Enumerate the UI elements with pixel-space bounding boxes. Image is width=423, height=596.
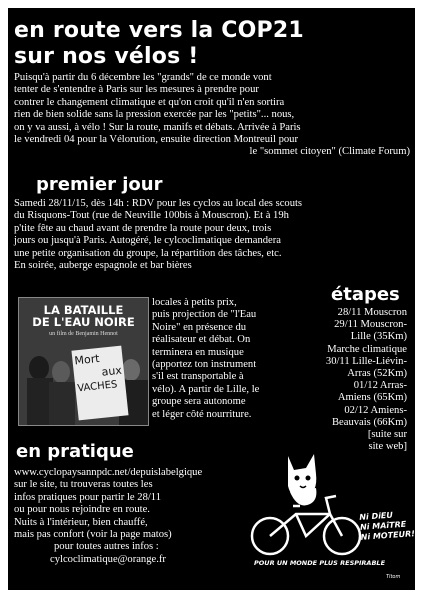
title-line-1: en route vers la COP21: [14, 18, 304, 43]
premier-jour-narrow-line: puis projection de "l'Eau: [152, 309, 257, 321]
en-pratique-heading: en pratique: [16, 441, 134, 462]
etape-line: [suite sur: [367, 429, 407, 441]
intro-line: contrer le changement climatique et qu'on croit qu'il n'en sortira: [14, 96, 285, 108]
etape-line: 02/12 Amiens-: [344, 404, 407, 416]
etape-line: Amiens (65Km): [337, 392, 407, 404]
flyer: [8, 8, 415, 590]
intro-line: on y va aussi, à vélo ! Sur la route, manifs et débats. Arrivée à Paris: [14, 121, 301, 133]
intro-line: tenter de s'entendre à Paris sur les mesures à prendre pour: [14, 84, 259, 96]
etape-line: 28/11 Mouscron: [337, 307, 407, 318]
pratique-line: sur le site, tu trouveras toutes les: [14, 479, 153, 491]
etape-line: Marche climatique: [327, 343, 407, 355]
credo-text: [359, 509, 415, 543]
etape-line: site web]: [368, 441, 407, 453]
cat-on-bicycle-icon: [248, 448, 368, 558]
premier-jour-line: p'tite fête au chaud avant de prendre la route pour deux, trois: [14, 222, 272, 234]
pratique-line: infos pratiques pour partir le 28/11: [14, 491, 162, 503]
pratique-email-link[interactable]: cylcoclimatique@orange.fr: [50, 553, 166, 565]
etape-line: Arras (52Km): [347, 368, 407, 380]
pratique-line: ou pour nous rejoindre en route.: [14, 504, 150, 516]
premier-jour-narrow-line: locales à petits prix,: [152, 297, 237, 308]
premier-jour-narrow-line: Noire" en présence du: [152, 321, 247, 333]
artist-signature: Titom: [386, 574, 401, 580]
sign-line-1: Mort: [73, 351, 101, 368]
etape-line: 29/11 Mouscron-: [334, 319, 407, 331]
poster-title-line-1: LA BATAILLE: [43, 303, 124, 317]
premier-jour-line: du Risquons-Tout (rue de Neuville 100bis à Mouscron). Et à 19h: [14, 210, 289, 222]
poster-credit: un film de Benjamin Hennot: [49, 331, 118, 337]
premier-jour-heading: premier jour: [36, 174, 163, 195]
intro-line: le vendredi 04 pour la Vélorution, ensuite direction Montreuil pour: [14, 134, 299, 146]
pratique-line: mais pas confort (voir la page matos): [14, 529, 172, 541]
premier-jour-paragraph: [14, 198, 410, 272]
etape-line: 30/11 Lille-Liévin-: [325, 355, 407, 367]
etapes-heading: étapes: [331, 284, 400, 305]
premier-jour-line: En soirée, auberge espagnole et bar bières: [14, 260, 192, 272]
credo-line-3: Ni MOTEUR!: [360, 529, 415, 542]
premier-jour-narrow-line: réalisateur et débat. On: [152, 334, 251, 346]
intro-paragraph: [14, 72, 410, 159]
flyer-title: [14, 18, 409, 70]
premier-jour-line: jours ou jusqu'à Paris. Autogéré, le cylcoclimatique demandera: [14, 235, 281, 247]
premier-jour-narrow-line: s'il est transportable à: [152, 371, 244, 383]
etapes-list: [304, 307, 407, 453]
premier-jour-narrow-paragraph: [152, 297, 302, 421]
title-line-2: sur nos vélos !: [14, 44, 199, 69]
premier-jour-narrow-line: (apportez ton instrument: [152, 359, 257, 371]
credo-line-2: Ni MAîTRE: [359, 519, 407, 532]
premier-jour-narrow-line: et léger côté nourriture.: [152, 408, 252, 420]
premier-jour-line: Samedi 28/11/15, dès 14h : RDV pour les cyclos au local des scouts: [14, 198, 303, 209]
intro-line: Puisqu'à partir du 6 décembre les "grands" de ce monde vont: [14, 72, 272, 83]
credo-line-1: Ni DiEU: [359, 510, 394, 522]
pratique-url-link[interactable]: www.cyclopaysannpdc.net/depuislabelgique: [14, 467, 203, 478]
film-poster-image: [18, 297, 149, 426]
poster-title-line-2: DE L'EAU NOIRE: [32, 315, 135, 329]
premier-jour-line: une petite organisation du groupe, la répartition des tâches, etc.: [14, 247, 282, 259]
en-pratique-paragraph: [14, 467, 252, 566]
protest-sign: [71, 346, 128, 421]
etape-line: Lille (35Km): [350, 331, 407, 343]
premier-jour-narrow-line: terminera en musique: [152, 346, 244, 358]
sign-line-2: aux: [100, 363, 123, 379]
slogan-text: POUR UN MONDE PLUS RESPIRABLE: [254, 559, 386, 567]
premier-jour-narrow-line: groupe sera autonome: [152, 396, 246, 408]
pratique-line: Nuits à l'intérieur, bien chauffé,: [14, 516, 148, 528]
sign-line-3: VACHES: [76, 379, 118, 395]
etape-line: 01/12 Arras-: [353, 380, 407, 392]
intro-line: le "sommet citoyen" (Climate Forum): [249, 146, 410, 158]
premier-jour-narrow-line: vélo). A partir de Lille, le: [152, 383, 260, 395]
intro-line: rien de bien solide sans la pression exercée par les "petits"... nous,: [14, 109, 295, 121]
etape-line: Beauvais (66Km): [331, 416, 407, 428]
pratique-line: pour toutes autres infos :: [54, 541, 159, 553]
